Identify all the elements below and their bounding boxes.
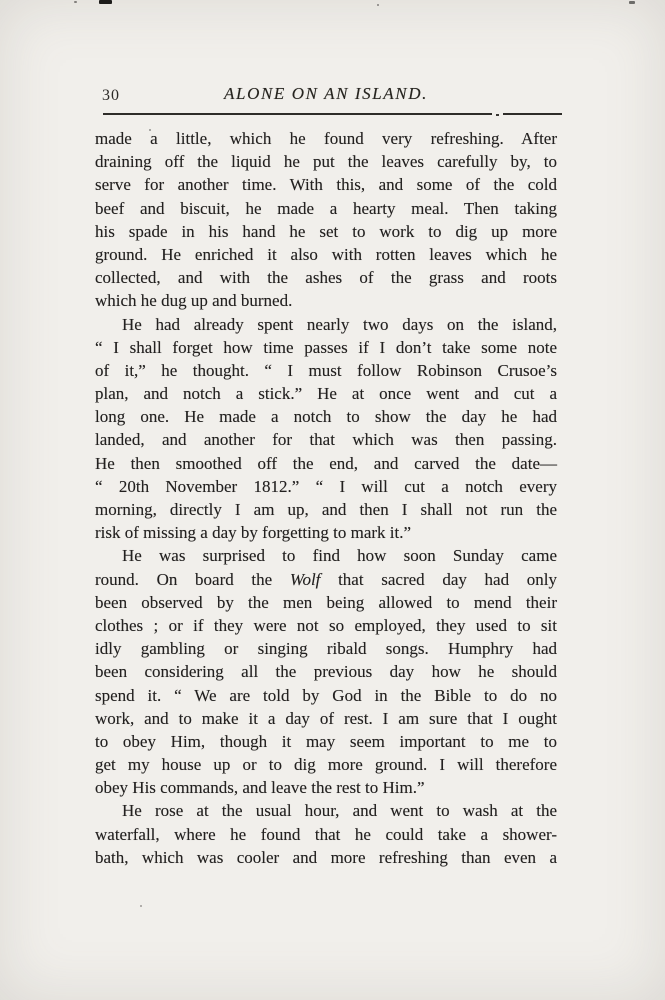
text-segment: that sacred day had only — [320, 569, 557, 589]
scan-speck — [140, 905, 142, 907]
text-line: plan, and notch a stick.” He at once went and cut a — [95, 384, 557, 404]
body-text — [95, 127, 557, 869]
paragraph — [95, 544, 557, 799]
running-title: ALONE ON AN ISLAND. — [224, 84, 428, 103]
text-line: He rose at the usual hour, and went to wash at the — [122, 801, 557, 821]
header-rule-dot — [496, 114, 499, 116]
text-line: made a little, which he found very refreshing. After — [95, 129, 557, 148]
text-line: get my house up or to dig more ground. I will therefore — [95, 755, 557, 775]
text-line: obey His commands, and leave the rest to Him.” — [95, 778, 425, 798]
page-number: 30 — [102, 87, 120, 104]
text-line: waterfall, where he found that he could take a shower- — [95, 824, 557, 844]
text-line: draining off the liquid he put the leaves carefully by, to — [95, 152, 557, 172]
text-line: landed, and another for that which was then passing. — [95, 430, 557, 450]
scan-speck — [629, 1, 635, 4]
scan-speck — [99, 0, 112, 4]
text-line: beef and biscuit, he made a hearty meal. Then taking — [95, 198, 557, 218]
ship-name-italic: Wolf — [289, 569, 321, 589]
text-line: to obey Him, though it may seem important to me to — [95, 731, 557, 751]
paragraph — [95, 313, 557, 545]
text-segment: round. On board the — [95, 569, 290, 589]
text-line: of it,” he thought. “ I must follow Robinson Crusoe’s — [95, 360, 557, 380]
header-rule-segment — [503, 113, 562, 115]
text-line: which he dug up and burned. — [95, 291, 293, 311]
text-line: He then smoothed off the end, and carved the date— — [95, 453, 557, 473]
text-line: morning, directly I am up, and then I shall not run the — [95, 500, 557, 519]
text-line: work, and to make it a day of rest. I am sure that I ought — [95, 708, 557, 728]
text-line: been observed by the men being allowed to mend their — [95, 592, 557, 612]
text-line: idly gambling or singing ribald songs. Humphry had — [95, 639, 557, 659]
page-header — [95, 84, 557, 108]
text-line: been considering all the previous day how he should — [95, 662, 557, 682]
paragraph — [95, 127, 557, 313]
text-line: his spade in his hand he set to work to dig up more — [95, 221, 557, 241]
text-line: bath, which was cooler and more refreshing than even a — [95, 847, 557, 867]
text-line — [95, 568, 557, 591]
text-line: spend it. “ We are told by God in the Bible to do no — [95, 685, 557, 705]
text-line: He was surprised to find how soon Sunday came — [122, 546, 557, 566]
text-line: risk of missing a day by forgetting to mark it.” — [95, 523, 412, 543]
text-line: ground. He enriched it also with rotten leaves which he — [95, 244, 557, 264]
text-line: “ I shall forget how time passes if I don’t take some note — [95, 337, 557, 357]
text-line: collected, and with the ashes of the grass and roots — [95, 268, 557, 288]
paragraph — [95, 799, 557, 869]
text-line: long one. He made a notch to show the day he had — [95, 407, 557, 427]
header-rule — [103, 113, 492, 115]
text-line: He had already spent nearly two days on the island, — [122, 314, 557, 334]
text-line: serve for another time. With this, and some of the cold — [95, 175, 557, 195]
text-line: clothes ; or if they were not so employed, they used to sit — [95, 615, 557, 635]
text-line: “ 20th November 1812.” “ I will cut a notch every — [95, 476, 557, 496]
scan-speck — [377, 4, 379, 6]
scan-speck — [74, 1, 77, 3]
